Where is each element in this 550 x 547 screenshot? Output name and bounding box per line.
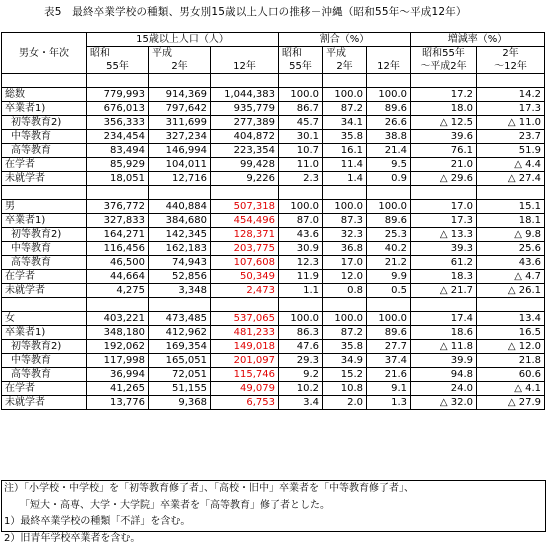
row-label: 未就学者 (2, 396, 87, 410)
table-cell: 100.0 (323, 312, 367, 326)
table-cell: 146,994 (149, 144, 211, 158)
table-row (2, 102, 545, 116)
table-cell: 34.1 (323, 116, 367, 130)
table-cell: 21.8 (477, 354, 545, 368)
table-cell: 10.2 (279, 382, 323, 396)
table-cell: 9.1 (367, 382, 411, 396)
table-cell: 473,485 (149, 312, 211, 326)
table-cell: 27.7 (367, 340, 411, 354)
table-cell: 935,779 (211, 102, 279, 116)
table-cell: 13,776 (87, 396, 149, 410)
footnote: 1）最終卒業学校の種類「不詳」を含む。 (4, 514, 543, 531)
header-rate: 増減率（%） (411, 33, 545, 47)
table-cell: 17.4 (411, 312, 477, 326)
table-cell: △ 27.4 (477, 172, 545, 186)
table-cell: 11.4 (323, 158, 367, 172)
table-cell: 169,354 (149, 340, 211, 354)
table-cell: 61.2 (411, 256, 477, 270)
table-cell: 34.9 (323, 354, 367, 368)
table-cell: 100.0 (279, 312, 323, 326)
table-cell: 376,772 (87, 200, 149, 214)
table-row (2, 158, 545, 172)
header-population: 15歳以上人口（人） (87, 33, 279, 47)
table-row (2, 382, 545, 396)
table-cell: 327,234 (149, 130, 211, 144)
table-cell: 87.2 (323, 102, 367, 116)
table-cell: 201,097 (211, 354, 279, 368)
table-cell: 21.6 (367, 368, 411, 382)
table-cell: 44,664 (87, 270, 149, 284)
footnote: 「短大・高専、大学・大学院」卒業者を「高等教育」修了者とした。 (4, 498, 543, 515)
header-rate1-bottom: ～平成2年 (411, 60, 477, 74)
table-cell: 117,998 (87, 354, 149, 368)
table-cell: △ 29.6 (411, 172, 477, 186)
row-label: 女 (2, 312, 87, 326)
table-cell: 17.3 (411, 214, 477, 228)
table-cell: 21.4 (367, 144, 411, 158)
table-cell: 16.5 (477, 326, 545, 340)
table-cell: 311,699 (149, 116, 211, 130)
table-row (2, 130, 545, 144)
table-row (2, 270, 545, 284)
table-cell: △ 4.1 (477, 382, 545, 396)
table-cell: 6,753 (211, 396, 279, 410)
table-cell: 39.6 (411, 130, 477, 144)
table-cell: 779,993 (87, 88, 149, 102)
table-cell: 72,051 (149, 368, 211, 382)
table-cell: 9.9 (367, 270, 411, 284)
footnote: 注）「小学校・中学校」を「初等教育修了者」、「高校・旧中」卒業者を「中等教育修了者」、 (4, 481, 543, 498)
table-cell: 9.5 (367, 158, 411, 172)
table-cell: 128,371 (211, 228, 279, 242)
table-cell: 85,929 (87, 158, 149, 172)
footnote: 2）旧青年学校卒業者を含む。 (4, 531, 543, 547)
table-cell: 18.0 (411, 102, 477, 116)
table-row (2, 284, 545, 298)
table-cell: 38.8 (367, 130, 411, 144)
header-heisei: 平成 (149, 47, 211, 61)
table-cell: 104,011 (149, 158, 211, 172)
table-cell: △ 4.7 (477, 270, 545, 284)
table-cell: 12,716 (149, 172, 211, 186)
table-cell: 60.6 (477, 368, 545, 382)
table-cell: 100.0 (367, 88, 411, 102)
header-year-55: 55年 (87, 60, 149, 74)
table-cell: 384,680 (149, 214, 211, 228)
row-label: 卒業者1) (2, 102, 87, 116)
table-cell: 11.9 (279, 270, 323, 284)
table-cell: 39.3 (411, 242, 477, 256)
table-row (2, 228, 545, 242)
table-cell: 37.4 (367, 354, 411, 368)
row-label: 総数 (2, 88, 87, 102)
table-cell: 403,221 (87, 312, 149, 326)
header-showa: 昭和 (87, 47, 149, 61)
table-cell: 2.0 (323, 396, 367, 410)
table-cell: 21.0 (411, 158, 477, 172)
table-row (2, 144, 545, 158)
table-cell: 89.6 (367, 102, 411, 116)
table-cell: 116,456 (87, 242, 149, 256)
table-cell: 51,155 (149, 382, 211, 396)
footnotes (1, 480, 546, 532)
table-cell: 94.8 (411, 368, 477, 382)
row-label: 初等教育2) (2, 116, 87, 130)
table-cell: 440,884 (149, 200, 211, 214)
table-cell: 481,233 (211, 326, 279, 340)
table-cell: 29.3 (279, 354, 323, 368)
table-cell: 41,265 (87, 382, 149, 396)
table-cell: 13.4 (477, 312, 545, 326)
table-cell: 1,044,383 (211, 88, 279, 102)
table-row (2, 312, 545, 326)
table-row (2, 172, 545, 186)
row-label: 高等教育 (2, 256, 87, 270)
table-cell: 454,496 (211, 214, 279, 228)
table-row (2, 396, 545, 410)
table-cell: 327,833 (87, 214, 149, 228)
table-cell: 0.9 (367, 172, 411, 186)
table-cell: 18.6 (411, 326, 477, 340)
table-cell: 192,062 (87, 340, 149, 354)
table-row (2, 214, 545, 228)
table-cell: 914,369 (149, 88, 211, 102)
data-table (1, 32, 545, 410)
table-cell: 3,348 (149, 284, 211, 298)
table-cell: △ 11.0 (477, 116, 545, 130)
table-cell: 39.9 (411, 354, 477, 368)
table-row (2, 340, 545, 354)
table-cell: 76.1 (411, 144, 477, 158)
table-cell: 18,051 (87, 172, 149, 186)
table-cell: 14.2 (477, 88, 545, 102)
table-row (2, 116, 545, 130)
header-year-55: 55年 (279, 60, 323, 74)
table-cell: 1.3 (367, 396, 411, 410)
row-label: 初等教育2) (2, 340, 87, 354)
row-label: 初等教育2) (2, 228, 87, 242)
table-cell: 356,333 (87, 116, 149, 130)
row-label: 未就学者 (2, 172, 87, 186)
blank-row (2, 74, 545, 88)
row-label: 在学者 (2, 158, 87, 172)
table-cell: 36,994 (87, 368, 149, 382)
table-cell: 9,226 (211, 172, 279, 186)
header-year-12: 12年 (367, 60, 411, 74)
table-cell: 15.2 (323, 368, 367, 382)
table-cell: 0.8 (323, 284, 367, 298)
table-cell: 17.0 (323, 256, 367, 270)
table-cell: △ 11.8 (411, 340, 477, 354)
table-cell: 162,183 (149, 242, 211, 256)
table-cell: △ 4.4 (477, 158, 545, 172)
row-label: 卒業者1) (2, 214, 87, 228)
table-cell: 164,271 (87, 228, 149, 242)
table-cell: 797,642 (149, 102, 211, 116)
table-cell: 40.2 (367, 242, 411, 256)
table-cell: △ 12.0 (477, 340, 545, 354)
table-cell: 23.7 (477, 130, 545, 144)
header-rate2-top: 2年 (477, 47, 545, 61)
table-cell: △ 26.1 (477, 284, 545, 298)
table-cell: 47.6 (279, 340, 323, 354)
table-title: 表5 最終卒業学校の種類、男女別15歳以上人口の推移－沖縄（昭和55年～平成12年） (44, 4, 467, 19)
table-cell: 9,368 (149, 396, 211, 410)
table-cell: 12.3 (279, 256, 323, 270)
table-cell: 25.6 (477, 242, 545, 256)
table-cell: 223,354 (211, 144, 279, 158)
table-cell: 89.6 (367, 214, 411, 228)
table-cell: 36.8 (323, 242, 367, 256)
table-cell: 49,079 (211, 382, 279, 396)
table-cell: 24.0 (411, 382, 477, 396)
table-cell: 1.4 (323, 172, 367, 186)
row-label: 中等教育 (2, 130, 87, 144)
header-year-2: 2年 (323, 60, 367, 74)
table-cell: 35.8 (323, 130, 367, 144)
blank-row (2, 186, 545, 200)
blank-row (2, 298, 545, 312)
table-cell: 12.0 (323, 270, 367, 284)
row-label: 男 (2, 200, 87, 214)
header-showa: 昭和 (279, 47, 323, 61)
row-label: 在学者 (2, 270, 87, 284)
header-rate2-bottom: ～12年 (477, 60, 545, 74)
table-cell: 15.1 (477, 200, 545, 214)
table-cell: 115,746 (211, 368, 279, 382)
table-cell: 83,494 (87, 144, 149, 158)
table-cell: 507,318 (211, 200, 279, 214)
row-label: 在学者 (2, 382, 87, 396)
table-cell: 107,608 (211, 256, 279, 270)
table-cell: △ 12.5 (411, 116, 477, 130)
row-label: 高等教育 (2, 368, 87, 382)
table-cell: 45.7 (279, 116, 323, 130)
table-cell: 100.0 (323, 200, 367, 214)
table-cell: 18.1 (477, 214, 545, 228)
table-cell: 676,013 (87, 102, 149, 116)
table-cell: 87.2 (323, 326, 367, 340)
row-label: 未就学者 (2, 284, 87, 298)
header-rate1-top: 昭和55年 (411, 47, 477, 61)
row-label-header: 男女・年次 (2, 33, 87, 74)
table-cell: 51.9 (477, 144, 545, 158)
table-cell: 30.1 (279, 130, 323, 144)
table-cell: 10.8 (323, 382, 367, 396)
table-cell: 203,775 (211, 242, 279, 256)
table-cell: 21.2 (367, 256, 411, 270)
table-cell: 17.3 (477, 102, 545, 116)
table-cell: △ 9.8 (477, 228, 545, 242)
table-cell: 0.5 (367, 284, 411, 298)
header-heisei: 平成 (323, 47, 367, 61)
table-cell: 87.3 (323, 214, 367, 228)
table-cell: 404,872 (211, 130, 279, 144)
row-label: 中等教育 (2, 242, 87, 256)
table-cell: △ 13.3 (411, 228, 477, 242)
table-cell: 43.6 (477, 256, 545, 270)
table-cell: 89.6 (367, 326, 411, 340)
table-cell: 9.2 (279, 368, 323, 382)
table-cell: 149,018 (211, 340, 279, 354)
table-cell: 4,275 (87, 284, 149, 298)
table-cell: 46,500 (87, 256, 149, 270)
table-cell: 25.3 (367, 228, 411, 242)
table-cell: 2.3 (279, 172, 323, 186)
table-cell: 10.7 (279, 144, 323, 158)
table-cell: 1.1 (279, 284, 323, 298)
table-cell: 3.4 (279, 396, 323, 410)
table-cell: 86.3 (279, 326, 323, 340)
table-cell: 100.0 (279, 88, 323, 102)
table-cell: 100.0 (367, 200, 411, 214)
table-row (2, 242, 545, 256)
table-cell: 17.0 (411, 200, 477, 214)
table-cell: 537,065 (211, 312, 279, 326)
table-cell: 277,389 (211, 116, 279, 130)
header-ratio: 割合（%） (279, 33, 411, 47)
table-cell: 142,345 (149, 228, 211, 242)
table-row (2, 326, 545, 340)
table-cell: 86.7 (279, 102, 323, 116)
table-cell: 2,473 (211, 284, 279, 298)
table-cell: 100.0 (323, 88, 367, 102)
table-cell: 165,051 (149, 354, 211, 368)
table-cell: 35.8 (323, 340, 367, 354)
table-cell: 26.6 (367, 116, 411, 130)
table-cell: 32.3 (323, 228, 367, 242)
table-cell: 11.0 (279, 158, 323, 172)
table-row (2, 368, 545, 382)
row-label: 高等教育 (2, 144, 87, 158)
table-cell: 52,856 (149, 270, 211, 284)
table-cell: △ 32.0 (411, 396, 477, 410)
header-year-2: 2年 (149, 60, 211, 74)
table-cell: 87.0 (279, 214, 323, 228)
table-cell: △ 27.9 (477, 396, 545, 410)
table-cell: 412,962 (149, 326, 211, 340)
table-row (2, 256, 545, 270)
table-row (2, 354, 545, 368)
table-cell: 50,349 (211, 270, 279, 284)
table-cell: 17.2 (411, 88, 477, 102)
table-cell: 100.0 (367, 312, 411, 326)
row-label: 中等教育 (2, 354, 87, 368)
table-row (2, 88, 545, 102)
table-cell: 99,428 (211, 158, 279, 172)
table-cell: 43.6 (279, 228, 323, 242)
row-label: 卒業者1) (2, 326, 87, 340)
table-body (2, 74, 545, 410)
table-cell: 30.9 (279, 242, 323, 256)
table-cell: 74,943 (149, 256, 211, 270)
header-year-12: 12年 (211, 60, 279, 74)
table-cell: 100.0 (279, 200, 323, 214)
table-row (2, 200, 545, 214)
table-cell: 16.1 (323, 144, 367, 158)
table-cell: 18.3 (411, 270, 477, 284)
table-cell: △ 21.7 (411, 284, 477, 298)
table-cell: 348,180 (87, 326, 149, 340)
table-cell: 234,454 (87, 130, 149, 144)
